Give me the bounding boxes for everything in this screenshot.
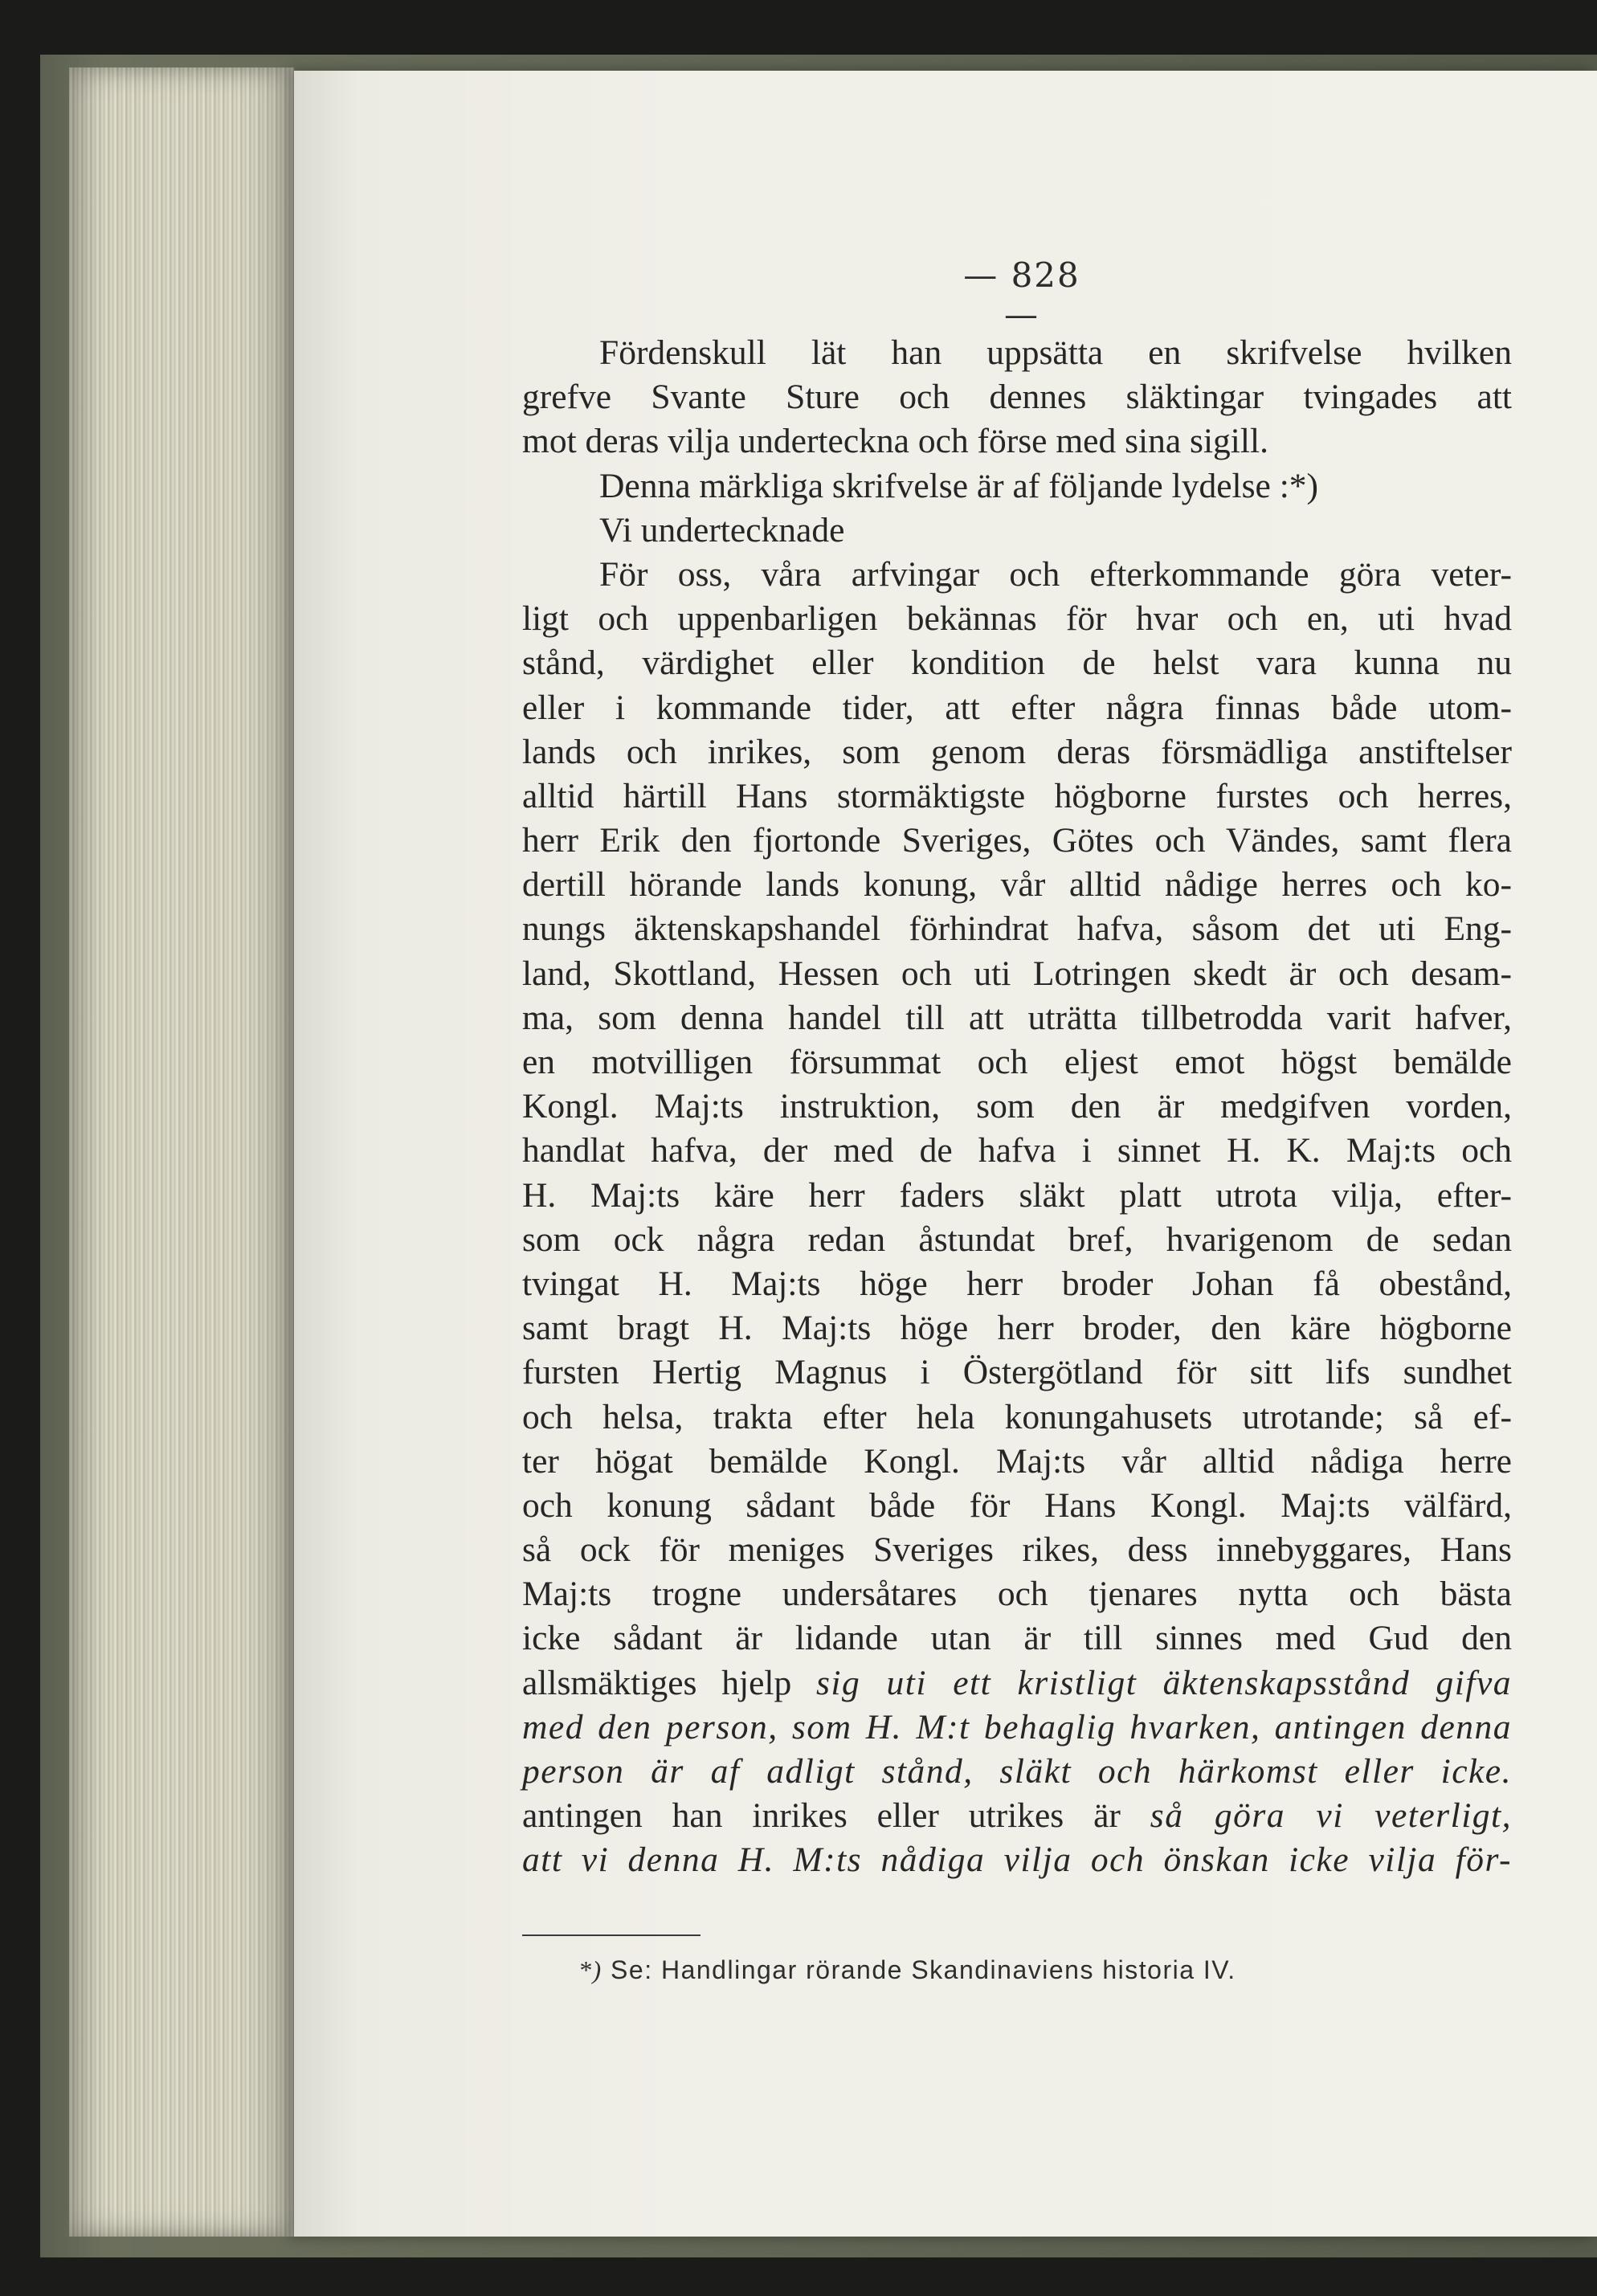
text-line — [522, 464, 1512, 509]
text-line — [522, 1706, 1512, 1750]
text-line — [522, 509, 1512, 553]
text-line — [522, 1218, 1512, 1262]
text-line — [522, 819, 1512, 863]
text-line — [522, 1174, 1512, 1218]
text-line — [522, 774, 1512, 819]
line-text: Kongl. Maj:ts instruktion, som den är medgifven vorden, — [522, 1087, 1512, 1126]
text-line — [522, 597, 1512, 641]
line-text: tvingat H. Maj:ts höge herr broder Johan få obestånd, — [522, 1264, 1512, 1303]
text-line — [522, 419, 1512, 464]
line-text: en motvilligen försummat och eljest emot högst bemälde — [522, 1043, 1512, 1081]
line-text: alltid härtill Hans stormäktigste högborne furstes och herres, — [522, 776, 1512, 815]
text-line — [522, 1129, 1512, 1173]
line-text: och konung sådant både för Hans Kongl. Maj:ts välfärd, — [522, 1485, 1512, 1525]
footnote — [578, 1955, 1236, 1985]
text-line — [522, 730, 1512, 774]
line-text: dertill hörande lands konung, vår alltid nådige herres och ko- — [522, 865, 1512, 905]
line-text: ter högat bemälde Kongl. Maj:ts vår alltid nådiga herre — [522, 1441, 1512, 1481]
text-line — [522, 1794, 1512, 1838]
line-italic-text: att vi denna H. M:ts nådiga vilja och önskan icke vilja för- — [522, 1840, 1512, 1880]
body-text — [522, 331, 1512, 1883]
text-line — [522, 553, 1512, 597]
line-italic-text: sig uti ett kristligt äktenskapsstånd gifva — [816, 1663, 1512, 1702]
line-text: icke sådant är lidande utan är till sinnes med Gud den — [522, 1619, 1512, 1658]
text-line — [522, 1085, 1512, 1129]
line-text: handlat hafva, der med de hafva i sinnet H. K. Maj:ts och — [522, 1131, 1512, 1170]
line-text: herr Erik den fjortonde Sveriges, Götes och Vändes, samt flera — [522, 821, 1512, 860]
text-line — [522, 1040, 1512, 1085]
line-italic-text: så göra vi veterligt, — [1150, 1796, 1512, 1836]
footnote-rule — [522, 1934, 700, 1936]
line-text: H. Maj:ts käre herr faders släkt platt utrota vilja, efter- — [522, 1175, 1512, 1215]
line-text: Fördenskull lät han uppsätta en skrifvelse hvilken — [599, 333, 1512, 372]
text-line — [522, 1484, 1512, 1528]
text-line — [522, 863, 1512, 907]
text-line — [522, 907, 1512, 951]
line-text: stånd, värdighet eller kondition de helst vara kunna nu — [522, 643, 1512, 683]
footnote-mark: *) — [578, 1955, 602, 1984]
line-text: För oss, våra arfvingar och efterkommande göra veter- — [599, 554, 1512, 594]
line-text: samt bragt H. Maj:ts höge herr broder, den käre högborne — [522, 1309, 1512, 1348]
line-text: mot deras vilja underteckna och förse med sina sigill. — [522, 422, 1268, 461]
line-text: Denna märkliga skrifvelse är af följande lydelse :*) — [599, 466, 1319, 505]
footnote-text: Se: Handlingar rörande Skandinaviens historia IV. — [611, 1955, 1236, 1984]
text-line — [522, 1616, 1512, 1661]
line-text: Vi undertecknade — [599, 510, 845, 549]
line-text: som ock några redan åstundat bref, hvarigenom de sedan — [522, 1219, 1512, 1259]
text-line — [522, 1262, 1512, 1306]
page-number: — 828 — — [963, 255, 1080, 334]
line-text: grefve Svante Sture och dennes släktingar tvingades att — [522, 378, 1512, 417]
text-line — [522, 1306, 1512, 1350]
line-text: allsmäktiges hjelp — [522, 1663, 816, 1702]
line-text: och helsa, trakta efter hela konungahusets utrotande; så ef- — [522, 1397, 1512, 1436]
text-line — [522, 331, 1512, 375]
line-text: så ock för meniges Sveriges rikes, dess innebyggares, Hans — [522, 1530, 1512, 1570]
text-line — [522, 1440, 1512, 1484]
line-text: antingen han inrikes eller utrikes är — [522, 1796, 1150, 1836]
text-line — [522, 1350, 1512, 1395]
line-text: lands och inrikes, som genom deras försmädliga anstiftelser — [522, 732, 1512, 771]
text-line — [522, 1661, 1512, 1706]
text-line — [522, 1838, 1512, 1882]
line-text: ligt och uppenbarligen bekännas för hvar och en, uti hvad — [522, 599, 1512, 639]
line-text: nungs äktenskapshandel förhindrat hafva, såsom det uti Eng- — [522, 909, 1512, 949]
text-line — [522, 1395, 1512, 1440]
text-line — [522, 375, 1512, 419]
line-text: fursten Hertig Magnus i Östergötland för sitt lifs sundhet — [522, 1353, 1512, 1392]
line-italic-text: person är af adligt stånd, släkt och härkomst eller icke. — [522, 1752, 1512, 1791]
text-line — [522, 1750, 1512, 1794]
line-italic-text: med den person, som H. M:t behaglig hvarken, antingen denna — [522, 1707, 1512, 1747]
text-line — [522, 952, 1512, 996]
page-edges — [69, 67, 294, 2237]
text-line — [522, 686, 1512, 730]
text-line — [522, 996, 1512, 1040]
text-line — [522, 641, 1512, 685]
line-text: ma, som denna handel till att uträtta tillbetrodda varit hafver, — [522, 998, 1512, 1037]
line-text: Maj:ts trogne undersåtares och tjenares nytta och bästa — [522, 1575, 1512, 1614]
text-line — [522, 1528, 1512, 1572]
line-text: land, Skottland, Hessen och uti Lotringen skedt är och desam- — [522, 954, 1512, 993]
text-line — [522, 1572, 1512, 1616]
line-text: eller i kommande tider, att efter några finnas både utom- — [522, 688, 1512, 727]
